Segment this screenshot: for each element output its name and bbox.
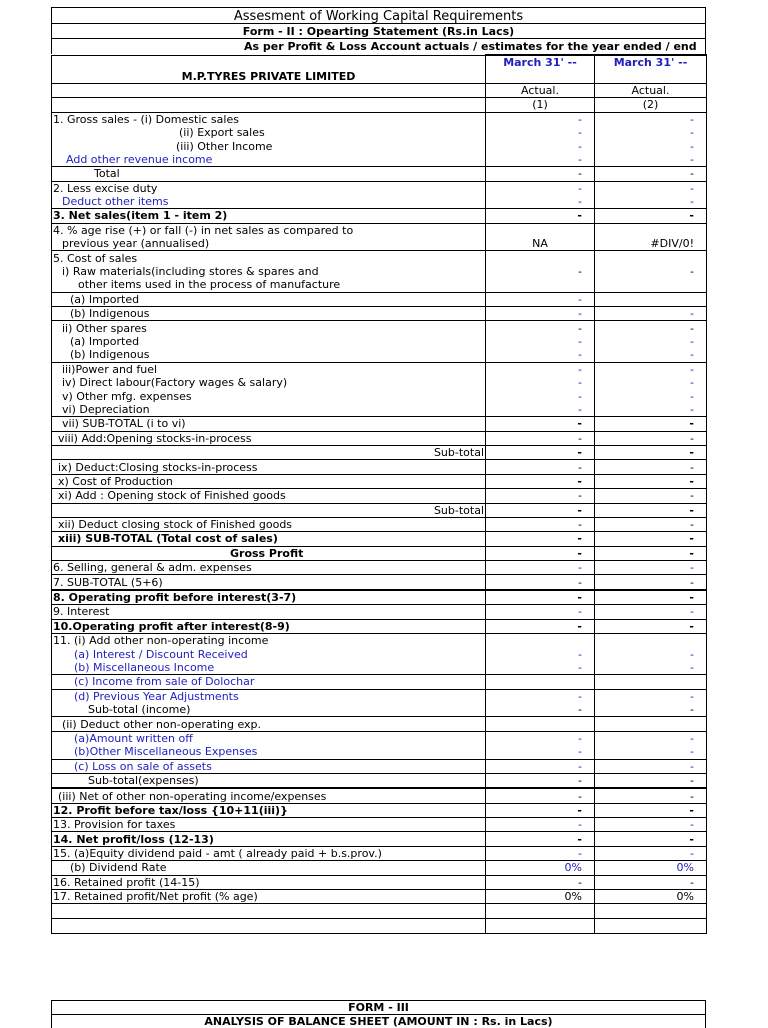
row-label: (a) Imported bbox=[52, 335, 486, 348]
row-label: (c) Loss on sale of assets bbox=[52, 759, 486, 773]
table-row bbox=[52, 321, 707, 335]
row-label: 16. Retained profit (14-15) bbox=[52, 875, 486, 889]
operating-statement-table bbox=[51, 54, 707, 934]
table-row bbox=[52, 139, 707, 152]
row-value-2: - bbox=[595, 181, 707, 195]
row-value-2: - bbox=[595, 265, 707, 278]
row-value-1: - bbox=[486, 474, 595, 488]
row-label: (b) Indigenous bbox=[52, 348, 486, 362]
row-value-1 bbox=[486, 223, 595, 237]
row-value-1: - bbox=[486, 832, 595, 846]
row-value-2: - bbox=[595, 389, 707, 402]
row-value-1: - bbox=[486, 167, 595, 181]
row-value-1: - bbox=[486, 417, 595, 431]
row-label: other items used in the process of manufacture bbox=[52, 278, 486, 292]
row-value-1 bbox=[486, 717, 595, 731]
row-value-2: - bbox=[595, 417, 707, 431]
table-row bbox=[52, 153, 707, 167]
row-value-1: - bbox=[486, 875, 595, 889]
row-label: 8. Operating profit before interest(3-7) bbox=[52, 590, 486, 605]
row-value-1: - bbox=[486, 209, 595, 223]
row-label: (ii) Deduct other non-operating exp. bbox=[52, 717, 486, 731]
row-value-1: - bbox=[486, 126, 595, 139]
row-value-2: - bbox=[595, 590, 707, 605]
row-label: 6. Selling, general & adm. expenses bbox=[52, 561, 486, 575]
table-row bbox=[52, 861, 707, 875]
table-row bbox=[52, 292, 707, 306]
row-label: (a)Amount written off bbox=[52, 731, 486, 745]
table-row bbox=[52, 362, 707, 376]
empty-row bbox=[52, 919, 707, 934]
table-row bbox=[52, 307, 707, 321]
table-row bbox=[52, 846, 707, 860]
company-name: M.P.TYRES PRIVATE LIMITED bbox=[52, 69, 486, 83]
row-label: Sub-total (income) bbox=[52, 703, 486, 717]
table-row bbox=[52, 335, 707, 348]
table-row bbox=[52, 112, 707, 126]
row-value-2: - bbox=[595, 731, 707, 745]
row-value-2: - bbox=[595, 689, 707, 703]
row-value-1: - bbox=[486, 818, 595, 832]
row-label: 13. Provision for taxes bbox=[52, 818, 486, 832]
row-label: (a) Interest / Discount Received bbox=[52, 647, 486, 660]
row-value-2 bbox=[595, 223, 707, 237]
table-row bbox=[52, 474, 707, 488]
row-label: x) Cost of Production bbox=[52, 474, 486, 488]
table-row bbox=[52, 890, 707, 904]
row-value-2: - bbox=[595, 321, 707, 335]
row-label: Deduct other items bbox=[52, 195, 486, 209]
row-value-1: - bbox=[486, 181, 595, 195]
row-value-2: - bbox=[595, 605, 707, 619]
row-label: 9. Interest bbox=[52, 605, 486, 619]
row-label: xii) Deduct closing stock of Finished goods bbox=[52, 517, 486, 531]
row-value-2: - bbox=[595, 153, 707, 167]
form-title: Form - II : Opearting Statement (Rs.in Lacs) bbox=[51, 23, 706, 39]
row-label: i) Raw materials(including stores & spares and bbox=[52, 265, 486, 278]
row-value-1: - bbox=[486, 489, 595, 503]
table-row bbox=[52, 460, 707, 474]
row-value-1: - bbox=[486, 773, 595, 788]
row-value-2: - bbox=[595, 846, 707, 860]
table-row bbox=[52, 803, 707, 817]
row-value-1: - bbox=[486, 389, 595, 402]
row-label: (ii) Export sales bbox=[52, 126, 486, 139]
row-value-2 bbox=[595, 717, 707, 731]
table-row bbox=[52, 561, 707, 575]
row-value-1 bbox=[486, 278, 595, 292]
row-value-2: - bbox=[595, 773, 707, 788]
row-value-2: - bbox=[595, 661, 707, 675]
row-label: (iii) Net of other non-operating income/expenses bbox=[52, 788, 486, 803]
row-value-2 bbox=[595, 634, 707, 648]
row-value-2: - bbox=[595, 703, 707, 717]
row-value-1 bbox=[486, 675, 595, 689]
row-value-2: - bbox=[595, 832, 707, 846]
row-value-1: - bbox=[486, 689, 595, 703]
row-value-1: - bbox=[486, 503, 595, 517]
table-row bbox=[52, 590, 707, 605]
table-row bbox=[52, 619, 707, 633]
row-value-1: - bbox=[486, 265, 595, 278]
row-label: 2. Less excise duty bbox=[52, 181, 486, 195]
row-label: 1. Gross sales - (i) Domestic sales bbox=[52, 112, 486, 126]
table-row bbox=[52, 278, 707, 292]
row-value-2: - bbox=[595, 503, 707, 517]
row-value-2: #DIV/0! bbox=[595, 237, 707, 251]
row-value-1: - bbox=[486, 112, 595, 126]
column-type-1: Actual. bbox=[486, 83, 595, 97]
row-label: 5. Cost of sales bbox=[52, 251, 486, 265]
row-value-2 bbox=[595, 278, 707, 292]
table-row bbox=[52, 195, 707, 209]
table-row bbox=[52, 503, 707, 517]
row-value-1: - bbox=[486, 703, 595, 717]
column-type-2: Actual. bbox=[595, 83, 707, 97]
table-row bbox=[52, 376, 707, 389]
column-number-2: (2) bbox=[595, 98, 707, 112]
table-row bbox=[52, 431, 707, 445]
table-row bbox=[52, 223, 707, 237]
row-label: vii) SUB-TOTAL (i to vi) bbox=[52, 417, 486, 431]
row-value-2: - bbox=[595, 445, 707, 459]
table-row bbox=[52, 634, 707, 648]
table-row bbox=[52, 489, 707, 503]
row-value-2: - bbox=[595, 376, 707, 389]
table-row bbox=[52, 403, 707, 417]
row-value-2: - bbox=[595, 431, 707, 445]
row-label: 3. Net sales(item 1 - item 2) bbox=[52, 209, 486, 223]
row-value-1: - bbox=[486, 759, 595, 773]
row-value-2: - bbox=[595, 195, 707, 209]
table-row bbox=[52, 237, 707, 251]
row-value-2: - bbox=[595, 532, 707, 546]
table-row bbox=[52, 126, 707, 139]
row-label: iv) Direct labour(Factory wages & salary) bbox=[52, 376, 486, 389]
row-value-1 bbox=[486, 634, 595, 648]
row-label: (b)Other Miscellaneous Expenses bbox=[52, 745, 486, 759]
row-value-1: - bbox=[486, 605, 595, 619]
table-row bbox=[52, 773, 707, 788]
row-value-1: - bbox=[486, 445, 595, 459]
table-row bbox=[52, 389, 707, 402]
row-value-2 bbox=[595, 675, 707, 689]
table-row bbox=[52, 445, 707, 459]
row-label: (c) Income from sale of Dolochar bbox=[52, 675, 486, 689]
table-row bbox=[52, 759, 707, 773]
row-value-2: - bbox=[595, 818, 707, 832]
row-value-2: - bbox=[595, 575, 707, 590]
row-label: 10.Operating profit after interest(8-9) bbox=[52, 619, 486, 633]
empty-row bbox=[52, 904, 707, 919]
row-value-1: - bbox=[486, 532, 595, 546]
row-label: ii) Other spares bbox=[52, 321, 486, 335]
row-label: Sub-total bbox=[52, 503, 486, 517]
row-label: ix) Deduct:Closing stocks-in-process bbox=[52, 460, 486, 474]
form-iii-title: FORM - III bbox=[51, 1000, 706, 1015]
row-value-1: - bbox=[486, 195, 595, 209]
row-value-2 bbox=[595, 251, 707, 265]
table-row bbox=[52, 788, 707, 803]
row-value-1: - bbox=[486, 661, 595, 675]
row-label: Add other revenue income bbox=[52, 153, 486, 167]
table-row bbox=[52, 417, 707, 431]
row-value-2: - bbox=[595, 546, 707, 560]
table-row bbox=[52, 167, 707, 181]
row-label: xiii) SUB-TOTAL (Total cost of sales) bbox=[52, 532, 486, 546]
table-row bbox=[52, 818, 707, 832]
row-label: 7. SUB-TOTAL (5+6) bbox=[52, 575, 486, 590]
row-value-2: - bbox=[595, 803, 707, 817]
row-value-1: - bbox=[486, 561, 595, 575]
table-row bbox=[52, 745, 707, 759]
column-period-2: March 31' -- bbox=[595, 55, 707, 69]
row-value-2: - bbox=[595, 126, 707, 139]
table-row bbox=[52, 832, 707, 846]
row-label: 12. Profit before tax/loss {10+11(iii)} bbox=[52, 803, 486, 817]
table-row bbox=[52, 661, 707, 675]
row-value-1: NA bbox=[486, 237, 595, 251]
row-value-2: 0% bbox=[595, 890, 707, 904]
row-value-1: - bbox=[486, 460, 595, 474]
row-value-2: - bbox=[595, 403, 707, 417]
table-row bbox=[52, 251, 707, 265]
row-label: (b) Indigenous bbox=[52, 307, 486, 321]
row-value-1: 0% bbox=[486, 861, 595, 875]
row-value-1: - bbox=[486, 403, 595, 417]
table-row bbox=[52, 605, 707, 619]
table-row bbox=[52, 703, 707, 717]
row-value-1: - bbox=[486, 619, 595, 633]
row-value-2: 0% bbox=[595, 861, 707, 875]
table-row bbox=[52, 731, 707, 745]
row-label: (b) Miscellaneous Income bbox=[52, 661, 486, 675]
row-label: 4. % age rise (+) or fall (-) in net sales as compared to bbox=[52, 223, 486, 237]
row-value-1: - bbox=[486, 846, 595, 860]
row-value-1: - bbox=[486, 590, 595, 605]
row-value-1: - bbox=[486, 321, 595, 335]
row-label: Gross Profit bbox=[52, 546, 486, 560]
row-value-1: - bbox=[486, 803, 595, 817]
table-row bbox=[52, 181, 707, 195]
row-value-2: - bbox=[595, 348, 707, 362]
row-label: Total bbox=[52, 167, 486, 181]
table-row bbox=[52, 689, 707, 703]
table-row bbox=[52, 717, 707, 731]
row-label: Sub-total(expenses) bbox=[52, 773, 486, 788]
row-value-2: - bbox=[595, 759, 707, 773]
row-value-1: - bbox=[486, 376, 595, 389]
row-value-1: - bbox=[486, 348, 595, 362]
row-value-1: - bbox=[486, 788, 595, 803]
row-value-2: - bbox=[595, 209, 707, 223]
row-value-1 bbox=[486, 251, 595, 265]
row-label: 11. (i) Add other non-operating income bbox=[52, 634, 486, 648]
row-value-2: - bbox=[595, 474, 707, 488]
row-value-1: - bbox=[486, 546, 595, 560]
row-label: 17. Retained profit/Net profit (% age) bbox=[52, 890, 486, 904]
row-value-2: - bbox=[595, 307, 707, 321]
row-value-1: 0% bbox=[486, 890, 595, 904]
row-label: iii)Power and fuel bbox=[52, 362, 486, 376]
table-row bbox=[52, 875, 707, 889]
table-row bbox=[52, 517, 707, 531]
row-label: previous year (annualised) bbox=[52, 237, 486, 251]
row-value-2: - bbox=[595, 647, 707, 660]
table-row bbox=[52, 675, 707, 689]
row-value-1: - bbox=[486, 575, 595, 590]
row-value-1: - bbox=[486, 731, 595, 745]
table-row bbox=[52, 647, 707, 660]
row-label: (d) Previous Year Adjustments bbox=[52, 689, 486, 703]
row-value-2: - bbox=[595, 788, 707, 803]
table-row bbox=[52, 575, 707, 590]
table-row bbox=[52, 209, 707, 223]
row-label: vi) Depreciation bbox=[52, 403, 486, 417]
row-value-2: - bbox=[595, 362, 707, 376]
row-value-1: - bbox=[486, 431, 595, 445]
table-row bbox=[52, 532, 707, 546]
row-value-1: - bbox=[486, 139, 595, 152]
balance-sheet-title: ANALYSIS OF BALANCE SHEET (AMOUNT IN : Rs. in Lacs) bbox=[51, 1014, 706, 1028]
row-value-2: - bbox=[595, 112, 707, 126]
row-label: v) Other mfg. expenses bbox=[52, 389, 486, 402]
row-label: (a) Imported bbox=[52, 292, 486, 306]
row-value-2: - bbox=[595, 619, 707, 633]
row-value-2: - bbox=[595, 561, 707, 575]
row-value-2: - bbox=[595, 335, 707, 348]
row-value-1: - bbox=[486, 745, 595, 759]
row-label: 15. (a)Equity dividend paid - amt ( already paid + b.s.prov.) bbox=[52, 846, 486, 860]
table-row bbox=[52, 546, 707, 560]
row-label: viii) Add:Opening stocks-in-process bbox=[52, 431, 486, 445]
row-value-2: - bbox=[595, 460, 707, 474]
row-value-2: - bbox=[595, 139, 707, 152]
row-value-1: - bbox=[486, 335, 595, 348]
row-value-2: - bbox=[595, 489, 707, 503]
row-label: 14. Net profit/loss (12-13) bbox=[52, 832, 486, 846]
column-number-1: (1) bbox=[486, 98, 595, 112]
row-value-1: - bbox=[486, 362, 595, 376]
row-value-2: - bbox=[595, 875, 707, 889]
table-row bbox=[52, 348, 707, 362]
row-value-2: - bbox=[595, 517, 707, 531]
row-label: (b) Dividend Rate bbox=[52, 861, 486, 875]
row-label: xi) Add : Opening stock of Finished goods bbox=[52, 489, 486, 503]
row-value-1: - bbox=[486, 292, 595, 306]
row-value-2: - bbox=[595, 745, 707, 759]
sheet-title: Assesment of Working Capital Requirements bbox=[51, 7, 706, 24]
row-value-1: - bbox=[486, 647, 595, 660]
row-label: Sub-total bbox=[52, 445, 486, 459]
column-period-1: March 31' -- bbox=[486, 55, 595, 69]
row-value-2 bbox=[595, 292, 707, 306]
row-value-1: - bbox=[486, 307, 595, 321]
row-value-1: - bbox=[486, 517, 595, 531]
table-row bbox=[52, 265, 707, 278]
basis-line: As per Profit & Loss Account actuals / estimates for the year ended / end bbox=[51, 38, 706, 54]
row-value-1: - bbox=[486, 153, 595, 167]
row-value-2: - bbox=[595, 167, 707, 181]
row-label: (iii) Other Income bbox=[52, 139, 486, 152]
